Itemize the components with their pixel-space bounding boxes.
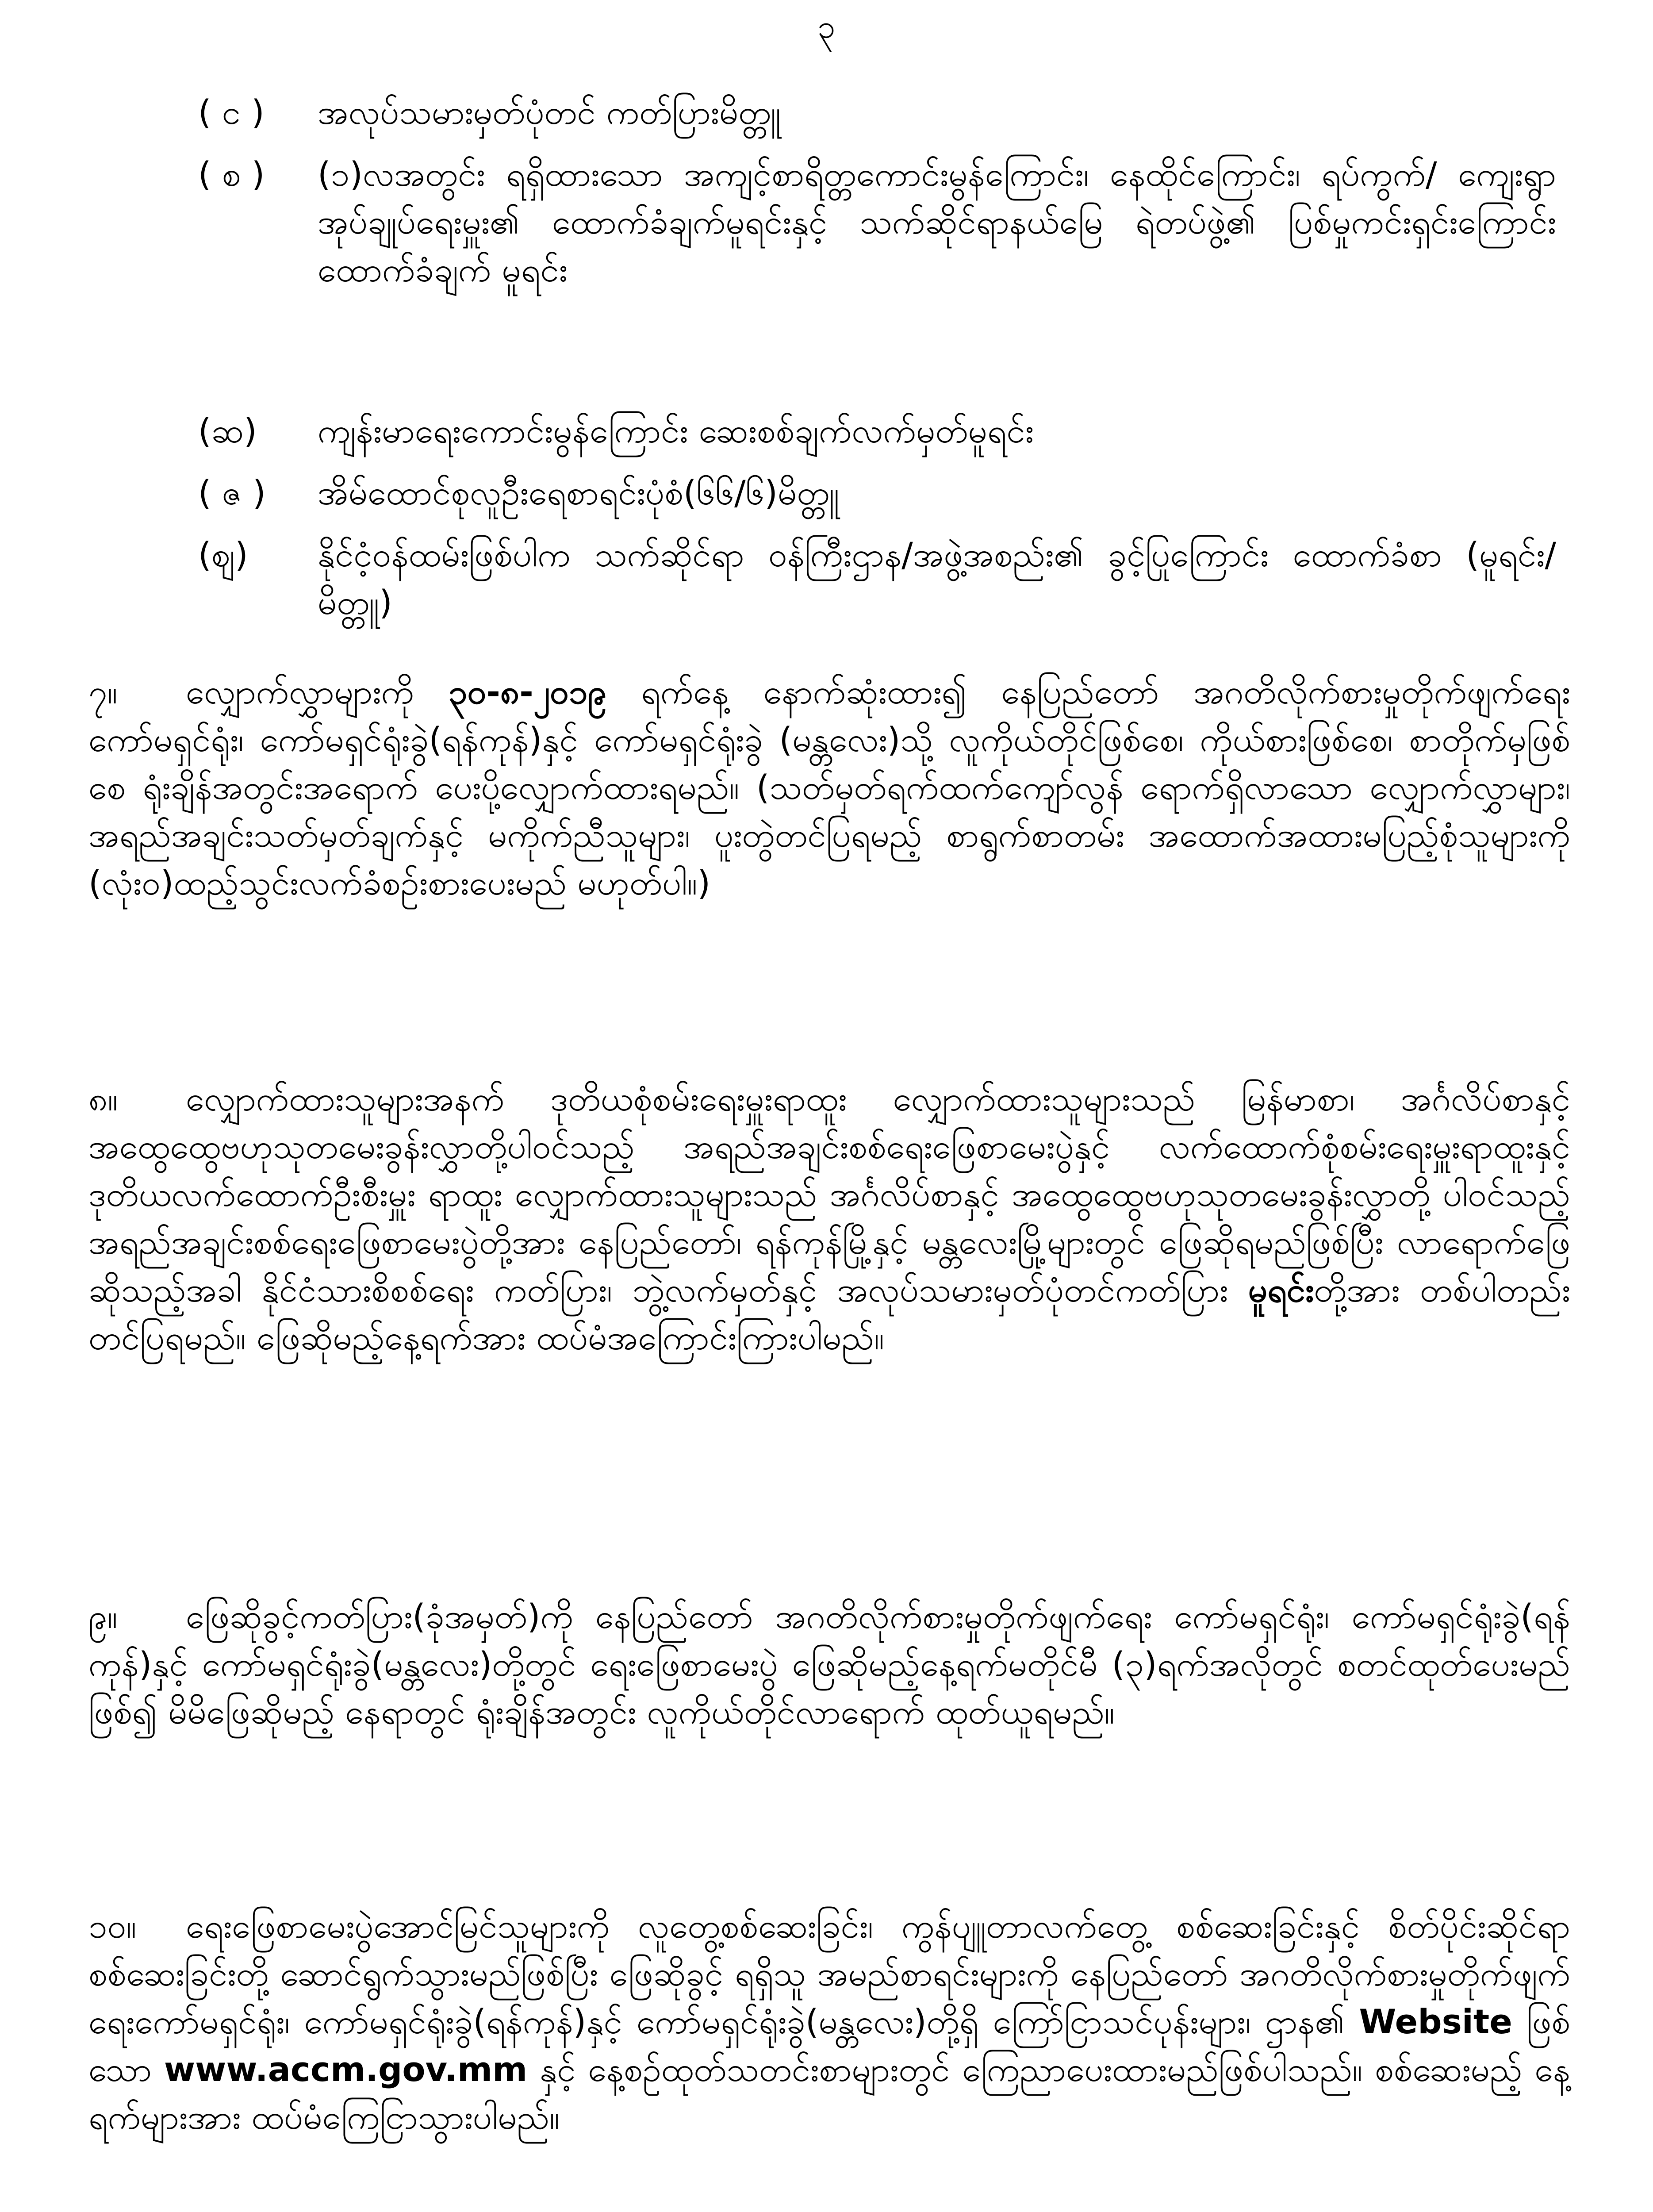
sub-item-label: ( င ) bbox=[198, 92, 265, 132]
website-label: Website bbox=[1359, 2002, 1512, 2041]
paragraph-text: ဖြေဆိုခွင့်ကတ်ပြား(ခုံအမှတ်)ကို နေပြည်တော် အဂတိလိုက်စားမှုတိုက်ဖျက်ရေး ကော်မရှင်ရုံး၊ ကော်မရှင်ရုံးခွဲ(ရန်ကုန်)နှင့် ကော်မရှင်ရုံးခွဲ(မန္တလေး)တို့တွင် ရေးဖြေစာမေးပွဲ ဖြေဆိုမည့်နေ့ရက်မတိုင်မီ (၃)ရက်အလိုတွင် စတင်ထုတ်ပေးမည်ဖြစ်၍ မိမိဖြေဆိုမည့် နေရာတွင် ရုံးချိန်အတွင်း လူကိုယ်တိုင်လာရောက် ထုတ်ယူရမည်။ bbox=[88, 1597, 1570, 1732]
paragraph-text: တို့အား တစ်ပါတည်း တင်ပြရမည်။ ဖြေဆိုမည့်နေ့ရက်အား ထပ်မံအကြောင်းကြားပါမည်။ bbox=[88, 1270, 1570, 1357]
paragraph-text: ဖြစ်သော bbox=[88, 2002, 1571, 2089]
sub-item-text: (၁)လအတွင်း ရရှိထားသော အကျင့်စာရိတ္တကောင်းမွန်ကြောင်း၊ နေထိုင်ကြောင်း၊ ရပ်ကွက်/ ကျေးရွာအုပ်ချုပ်ရေးမှူး၏ ထောက်ခံချက်မူရင်းနှင့် သက်ဆိုင်ရာနယ်မြေ ရဲတပ်ဖွဲ့၏ ပြစ်မှုကင်းရှင်းကြောင်း ထောက်ခံချက် မူရင်း bbox=[318, 154, 1556, 289]
page-number: ၃ bbox=[817, 8, 836, 45]
paragraph-8 bbox=[88, 1075, 1570, 1362]
paragraph-number: ၇။ bbox=[88, 672, 118, 711]
paragraph-10 bbox=[88, 1902, 1570, 2141]
paragraph-number: ၉။ bbox=[88, 1597, 118, 1636]
sub-item-text: ကျန်းမာရေးကောင်းမွန်ကြောင်း ဆေးစစ်ချက်လက်မှတ်မူရင်း bbox=[318, 411, 1034, 450]
paragraph-text: လျှောက်ထားသူများအနက် ဒုတိယစုံစမ်းရေးမှူးရာထူး လျှောက်ထားသူများသည် မြန်မာစာ၊ အင်္ဂလိပ်စာနှင့် အထွေထွေဗဟုသုတမေးခွန်းလွှာတို့ပါဝင်သည့် အရည်အချင်းစစ်ရေးဖြေစာမေးပွဲနှင့် လက်ထောက်စုံစမ်းရေးမှူးရာထူးနှင့် ဒုတိယလက်ထောက်ဦးစီးမှူး ရာထူး လျှောက်ထားသူများသည် အင်္ဂလိပ်စာနှင့် အထွေထွေဗဟုသုတမေးခွန်းလွှာတို့ ပါဝင်သည့် အရည်အချင်းစစ်ရေးဖြေစာမေးပွဲတို့အား နေပြည်တော်၊ ရန်ကုန်မြို့နှင့် မန္တလေးမြို့များတွင် ဖြေဆိုရမည်ဖြစ်ပြီး လာရောက်ဖြေဆိုသည့်အခါ နိုင်ငံသားစိစစ်ရေး ကတ်ပြား၊ ဘွဲ့လက်မှတ်နှင့် အလုပ်သမားမှတ်ပုံတင်ကတ်ပြား bbox=[88, 1079, 1570, 1310]
paragraph-9 bbox=[88, 1593, 1570, 1736]
sub-item-label: (ဈ) bbox=[198, 535, 248, 574]
sub-item-label: (ဆ) bbox=[198, 411, 257, 450]
sub-item-label: ( ဇ ) bbox=[198, 473, 266, 512]
paragraph-text: ရက်နေ့ နောက်ဆုံးထား၍ နေပြည်တော် အဂတိလိုက်စားမှုတိုက်ဖျက်ရေးကော်မရှင်ရုံး၊ ကော်မရှင်ရုံးခွဲ(ရန်ကုန်)နှင့် ကော်မရှင်ရုံးခွဲ (မန္တလေး)သို့ လူကိုယ်တိုင်ဖြစ်စေ၊ ကိုယ်စားဖြစ်စေ၊ စာတိုက်မှဖြစ်စေ ရုံးချိန်အတွင်းအရောက် ပေးပို့လျှောက်ထားရမည်။ (သတ်မှတ်ရက်ထက်ကျော်လွန် ရောက်ရှိလာသော လျှောက်လွှာများ၊ အရည်အချင်းသတ်မှတ်ချက်နှင့် မကိုက်ညီသူများ၊ ပူးတွဲတင်ပြရမည့် စာရွက်စာတမ်း အထောက်အထားမပြည့်စုံသူများကို (လုံးဝ)ထည့်သွင်းလက်ခံစဉ်းစားပေးမည် မဟုတ်ပါ။) bbox=[88, 672, 1570, 902]
website-url: www.accm.gov.mm bbox=[164, 2050, 528, 2089]
paragraph-text: လျှောက်လွှာများကို bbox=[186, 672, 449, 711]
sub-item-label: ( စ ) bbox=[198, 154, 265, 194]
sub-item-text: နိုင်ငံ့ဝန်ထမ်းဖြစ်ပါက သက်ဆိုင်ရာ ဝန်ကြီးဌာန/အဖွဲ့အစည်း၏ ခွင့်ပြုကြောင်း ထောက်ခံစာ (မူရင်း/မိတ္တူ) bbox=[318, 535, 1556, 622]
paragraph-text: နှင့် နေ့စဉ်ထုတ်သတင်းစာများတွင် ကြေညာပေးထားမည်ဖြစ်ပါသည်။ စစ်ဆေးမည့် နေ့ရက်များအား ထပ်မံကြေငြာသွားပါမည်။ bbox=[88, 2050, 1570, 2137]
sub-item-text: အလုပ်သမားမှတ်ပုံတင် ကတ်ပြားမိတ္တူ bbox=[318, 92, 781, 132]
sub-item-text: အိမ်ထောင်စုလူဦးရေစာရင်းပုံစံ(၆၆/၆)မိတ္တူ bbox=[318, 473, 840, 512]
paragraph-text: ရေးဖြေစာမေးပွဲအောင်မြင်သူများကို လူတွေ့စစ်ဆေးခြင်း၊ ကွန်ပျူတာလက်တွေ့ စစ်ဆေးခြင်းနှင့် စိတ်ပိုင်းဆိုင်ရာစစ်ဆေးခြင်းတို့ ဆောင်ရွက်သွားမည်ဖြစ်ပြီး ဖြေဆိုခွင့် ရရှိသူ အမည်စာရင်းများကို နေပြည်တော် အဂတိလိုက်စားမှုတိုက်ဖျက်ရေးကော်မရှင်ရုံး၊ ကော်မရှင်ရုံးခွဲ(ရန်ကုန်)နှင့် ကော်မရှင်ရုံးခွဲ(မန္တလေး)တို့ရှိ ကြော်ငြာသင်ပုန်းများ၊ ဌာန၏ bbox=[88, 1906, 1570, 2041]
paragraph-number: ၈။ bbox=[88, 1079, 118, 1118]
paragraph-number: ၁၀။ bbox=[88, 1906, 137, 1946]
deadline-date: ၃၀-၈-၂၀၁၉ bbox=[448, 672, 607, 711]
paragraph-7 bbox=[88, 668, 1570, 907]
original-emphasis: မူရင်း bbox=[1248, 1270, 1314, 1310]
